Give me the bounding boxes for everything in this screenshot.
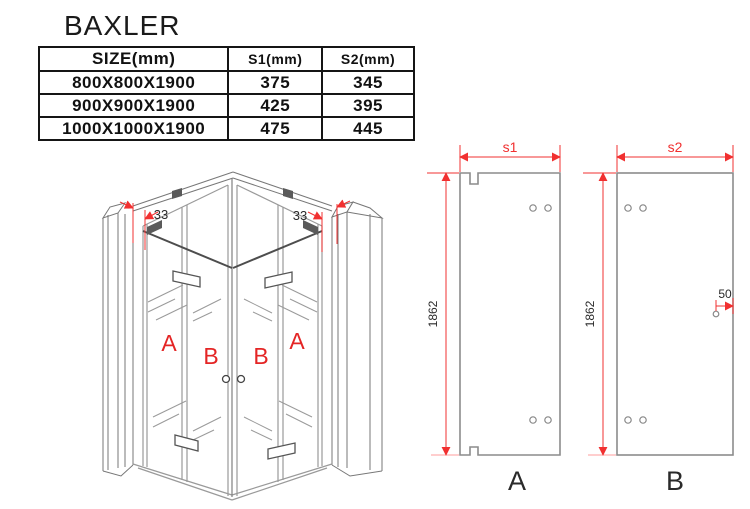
size-table [38, 46, 415, 141]
s2-cell: 345 [322, 71, 414, 94]
panel-a-height-label: 1862 [426, 300, 440, 328]
product-title: BAXLER [64, 10, 181, 41]
s1-cell: 425 [228, 94, 322, 117]
s1-cell: 375 [228, 71, 322, 94]
gap-dimension-right-value: 33 [292, 208, 308, 223]
panel-b-drawing [583, 139, 733, 496]
panel-elevation-drawings [425, 130, 750, 509]
corner-perspective-drawing [40, 140, 390, 509]
right-wall-profile [332, 202, 382, 476]
size-cell: 1000X1000X1900 [39, 117, 228, 140]
label-right-door-panel: B [253, 343, 269, 369]
panel-b-height-dimension [583, 173, 616, 455]
knob-left [223, 376, 230, 383]
column-header-s2: S2(mm) [322, 47, 414, 71]
s1-cell: 475 [228, 117, 322, 140]
panel-letter-labels [161, 328, 305, 369]
size-table-row [39, 71, 414, 94]
label-left-door-panel: B [203, 343, 219, 369]
size-table-row [39, 117, 414, 140]
door-hinges [173, 271, 295, 459]
panel-a-height-dimension [426, 173, 459, 455]
size-cell: 800X800X1900 [39, 71, 228, 94]
size-table-header-row [39, 47, 414, 71]
knob-right [238, 376, 245, 383]
panel-a-width-dimension [460, 139, 560, 172]
size-cell: 900X900X1900 [39, 94, 228, 117]
panel-b-height-label: 1862 [583, 300, 597, 328]
panel-a-drawing [426, 139, 560, 496]
s2-cell: 395 [322, 94, 414, 117]
panel-b-hole-offset-label: 50 [718, 287, 732, 301]
s2-cell: 445 [322, 117, 414, 140]
panel-b-name: B [665, 466, 685, 496]
panel-b-handle-hole [713, 311, 719, 317]
left-wall-profile [103, 203, 133, 476]
panel-b-width-dimension [617, 139, 733, 172]
label-left-fixed-panel: A [161, 330, 177, 356]
size-table-row [39, 94, 414, 117]
panel-a-width-label: s1 [502, 139, 518, 155]
panel-b-width-label: s2 [667, 139, 683, 155]
gap-dimension-left-value: 33 [153, 207, 169, 222]
panel-a-outline [460, 173, 560, 455]
panel-a-name: A [507, 466, 527, 496]
column-header-s1: S1(mm) [228, 47, 322, 71]
label-right-fixed-panel: A [289, 328, 305, 354]
door-knobs [223, 376, 245, 383]
column-header-size: SIZE(mm) [39, 47, 228, 71]
